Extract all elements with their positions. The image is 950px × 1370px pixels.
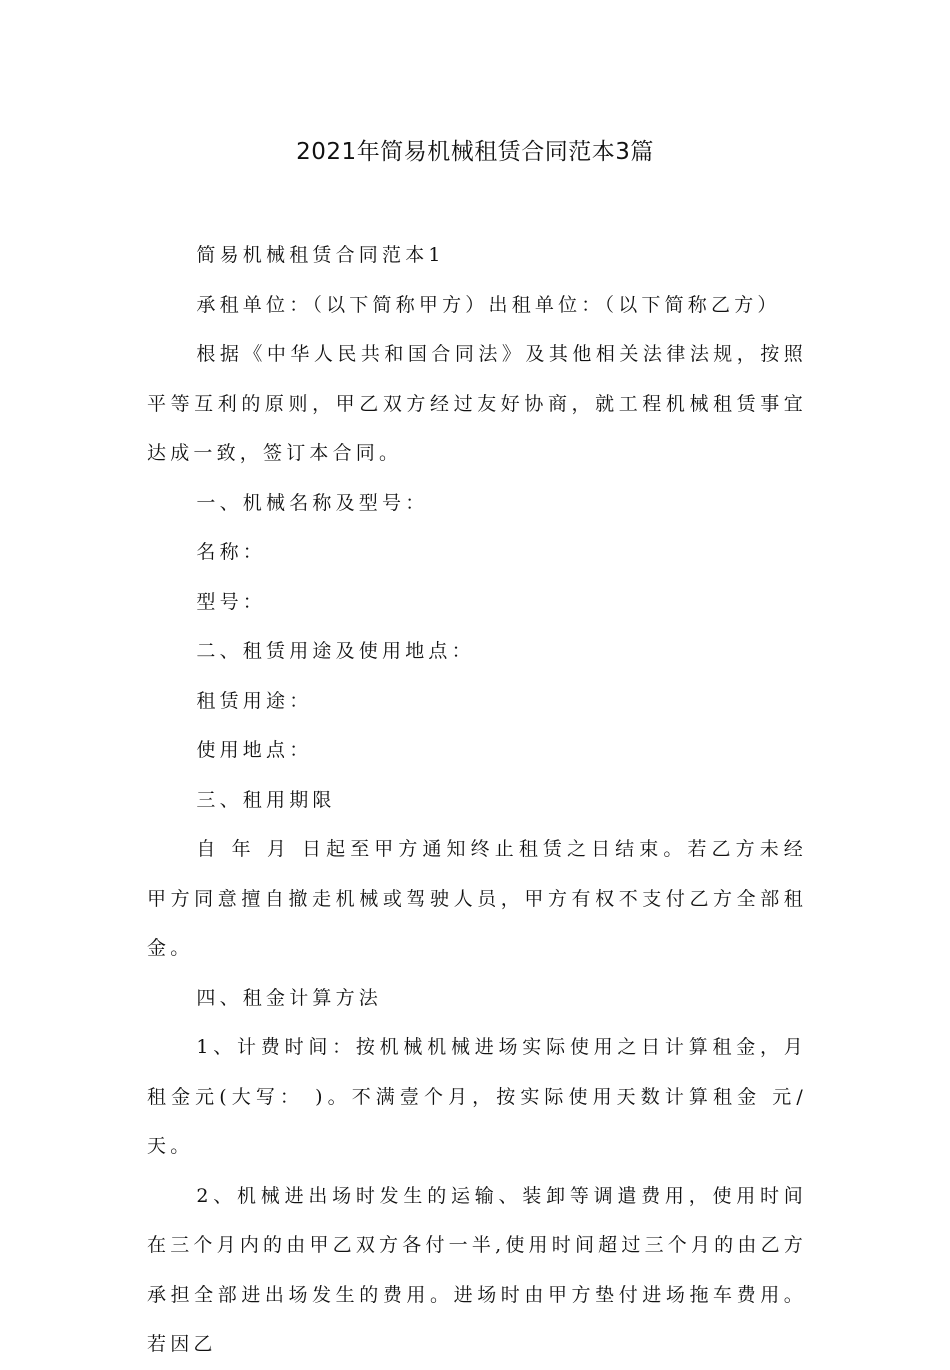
- field-name: 名称：: [196, 541, 266, 563]
- section-heading-usage: 二、租赁用途及使用地点：: [196, 640, 475, 662]
- document-title: 2021年简易机械租赁合同范本3篇: [296, 139, 654, 165]
- field-location: 使用地点：: [196, 739, 313, 761]
- rent-clause-1: 1、计费时间：按机械机械进场实际使用之日计算租金，月租金元(大写： )。不满壹个月，按实际使用天数计算租金 元/天。: [147, 1036, 807, 1157]
- term-paragraph: 自 年 月 日起至甲方通知终止租赁之日结束。若乙方未经甲方同意擅自撤走机械或驾驶人员，甲方有权不支付乙方全部租金。: [147, 838, 807, 959]
- section-heading-machine: 一、机械名称及型号：: [196, 491, 429, 514]
- section-heading-term: 三、租用期限: [196, 788, 336, 811]
- field-model: 型号：: [196, 590, 266, 613]
- rent-clause-2: 2、机械进出场时发生的运输、装卸等调遣费用，使用时间在三个月内的由甲乙双方各付一半,使用时间超过三个月的由乙方承担全部进出场发生的费用。进场时由甲方垫付进场拖车费用。若因乙: [147, 1184, 807, 1355]
- parties-paragraph: 承租单位：（以下简称甲方）出租单位：（以下简称乙方）: [196, 293, 781, 316]
- section-heading-rent: 四、租金计算方法: [196, 986, 382, 1009]
- preamble-paragraph: 根据《中华人民共和国合同法》及其他相关法律法规，按照平等互利的原则，甲乙双方经过友好协商，就工程机械租赁事宜达成一致，签订本合同。: [147, 343, 807, 464]
- field-purpose: 租赁用途：: [196, 689, 313, 712]
- document-body: [147, 231, 807, 1370]
- contract-subtitle: 简易机械租赁合同范本1: [196, 244, 445, 266]
